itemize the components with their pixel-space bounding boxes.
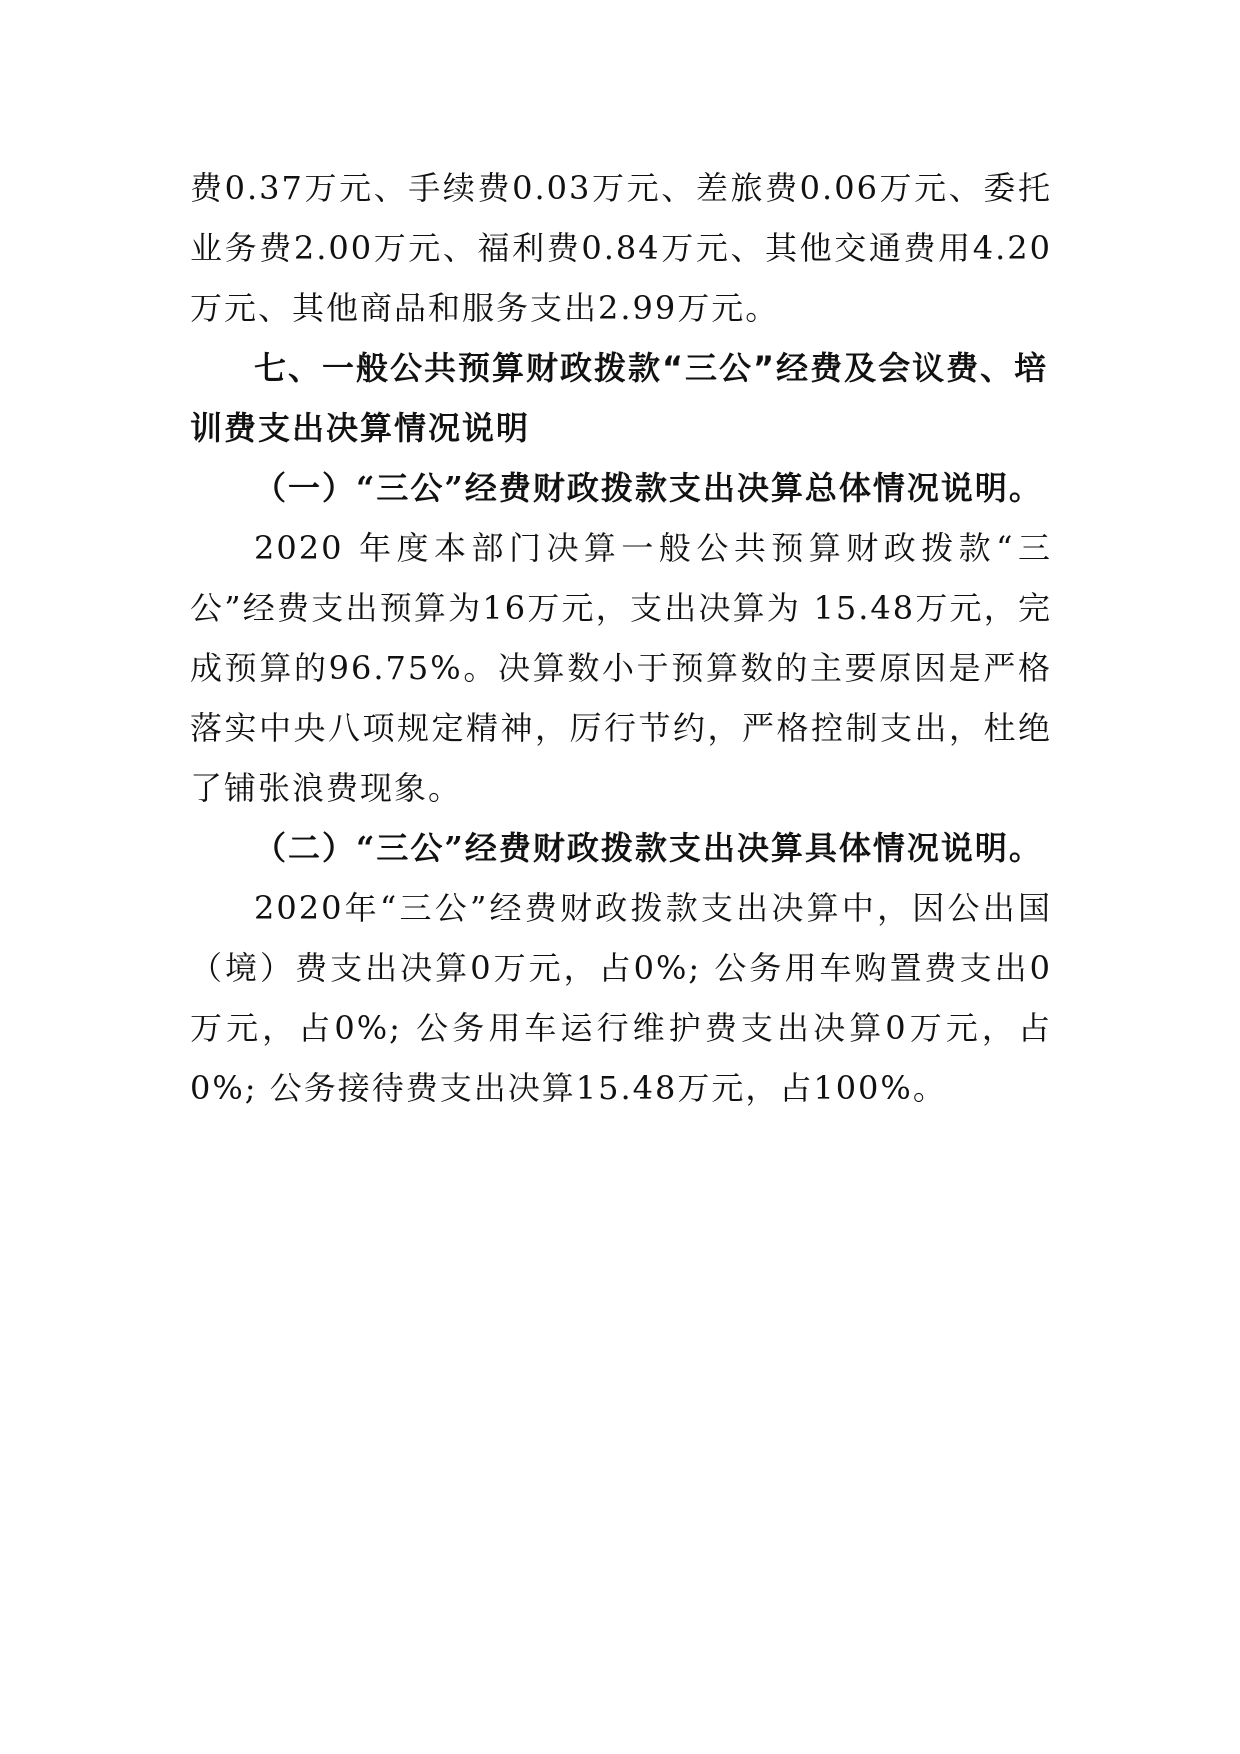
paragraph-overall-explanation: 2020 年度本部门决算一般公共预算财政拨款“三公”经费支出预算为16万元，支出决算为 15.48万元，完成预算的96.75%。决算数小于预算数的主要原因是严格落实中央八项规定精神，厉行节约，严格控制支出，杜绝了铺张浪费现象。 <box>190 529 1052 807</box>
document-body <box>190 158 1052 1118</box>
paragraph-expense-items: 费0.37万元、手续费0.03万元、差旅费0.06万元、委托业务费2.00万元、福利费0.84万元、其他交通费用4.20万元、其他商品和服务支出2.99万元。 <box>190 169 1052 327</box>
sub-heading-overall: （一）“三公”经费财政拨款支出决算总体情况说明。 <box>254 469 1043 507</box>
section-heading-seven: 七、一般公共预算财政拨款“三公”经费及会议费、培训费支出决算情况说明 <box>190 349 1049 447</box>
paragraph-specific-explanation: 2020年“三公”经费财政拨款支出决算中，因公出国（境）费支出决算0万元，占0%; 公务用车购置费支出0万元，占0%; 公务用车运行维护费支出决算0万元，占0%; 公务接待费支出决算15.48万元，占100%。 <box>190 889 1052 1107</box>
sub-heading-specific: （二）“三公”经费财政拨款支出决算具体情况说明。 <box>254 829 1043 867</box>
